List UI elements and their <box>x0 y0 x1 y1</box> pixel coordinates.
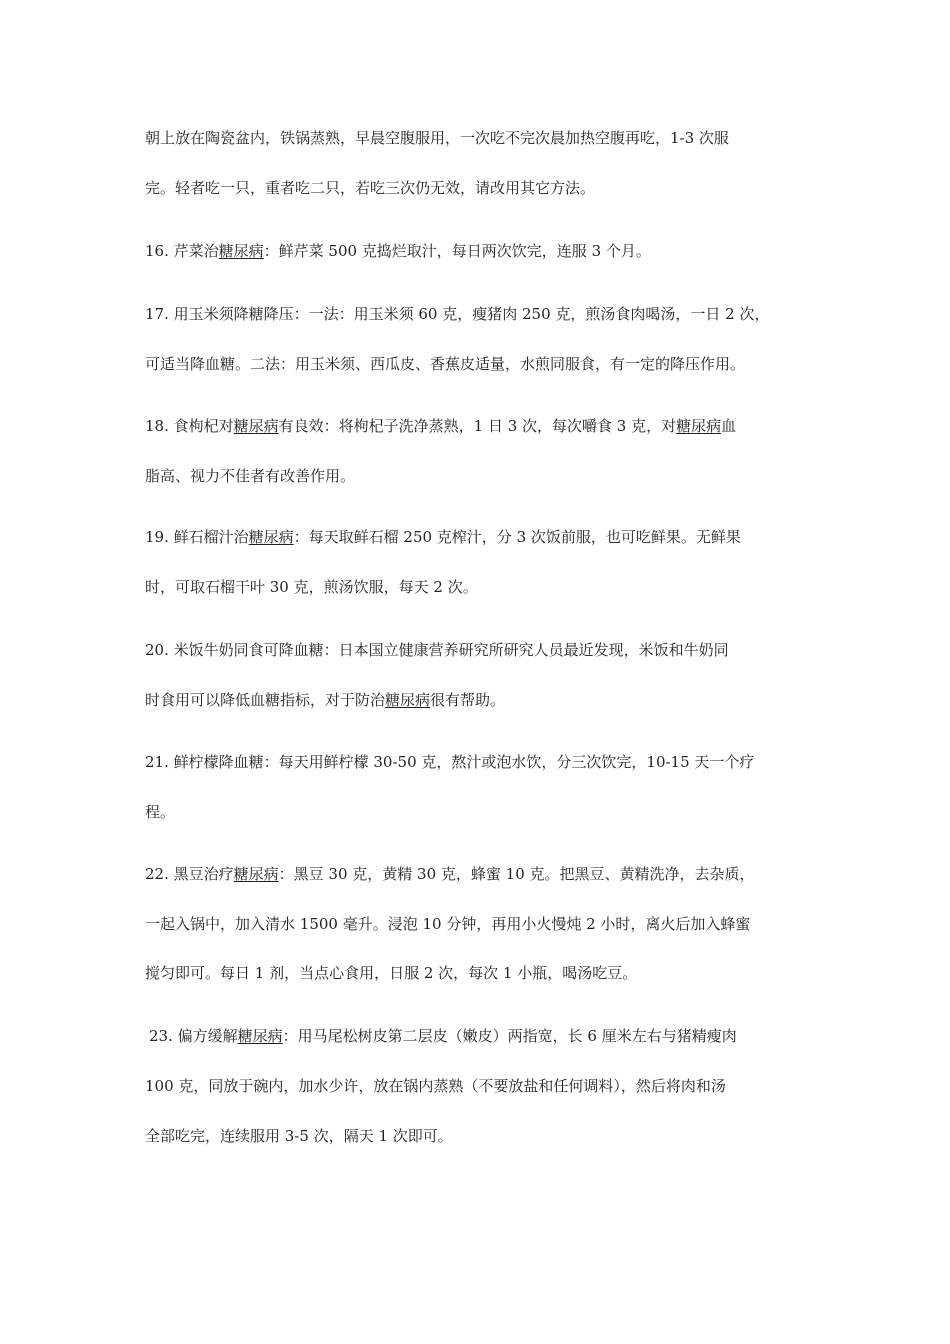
remedy-19-prefix: 19. 鲜石榴汁治 <box>145 528 249 546</box>
diabetes-link[interactable]: 糖尿病 <box>218 242 264 260</box>
remedy-20-body: 很有帮助。 <box>430 691 506 709</box>
text-line: 时，可取石榴干叶 30 克，煎汤饮服，每天 2 次。 <box>145 578 478 596</box>
diabetes-link[interactable]: 糖尿病 <box>233 865 279 883</box>
remedy-19-body: ：每天取鲜石榴 250 克榨汁，分 3 次饭前服，也可吃鲜果。无鲜果 <box>293 528 741 546</box>
text-line: 21. 鲜柠檬降血糖：每天用鲜柠檬 30-50 克，熬汁或泡水饮，分三次饮完，10-15 天一个疗 <box>145 753 755 771</box>
text-line: 全部吃完，连续服用 3-5 次，隔天 1 次即可。 <box>145 1127 453 1145</box>
remedy-22 <box>145 864 815 884</box>
remedy-23-body: ：用马尾松树皮第二层皮（嫩皮）两指宽，长 6 厘米左右与猪精瘦肉 <box>282 1027 737 1045</box>
diabetes-link[interactable]: 糖尿病 <box>676 417 722 435</box>
text-line: 17. 用玉米须降糖降压：一法：用玉米须 60 克，瘦猪肉 250 克，煎汤食肉喝汤，一日 2 次， <box>145 305 770 323</box>
diabetes-link[interactable]: 糖尿病 <box>248 528 294 546</box>
remedy-16-body: ：鲜芹菜 500 克捣烂取汁，每日两次饮完，连服 3 个月。 <box>263 242 651 260</box>
remedy-16 <box>145 241 815 261</box>
remedy-19 <box>145 527 815 547</box>
text-line: 脂高、视力不佳者有改善作用。 <box>145 467 356 485</box>
text-line: 一起入锅中，加入清水 1500 毫升。浸泡 10 分钟，再用小火慢炖 2 小时，离火后加入蜂蜜 <box>145 915 751 933</box>
remedy-20-cont <box>145 690 815 710</box>
diabetes-link[interactable]: 糖尿病 <box>237 1027 283 1045</box>
diabetes-link[interactable]: 糖尿病 <box>385 691 431 709</box>
text-line: 搅匀即可。每日 1 剂，当点心食用，日服 2 次，每次 1 小瓶，喝汤吃豆。 <box>145 964 638 982</box>
text-line: 可适当降血糖。二法：用玉米须、西瓜皮、香蕉皮适量，水煎同服食，有一定的降压作用。 <box>145 355 746 373</box>
diabetes-link[interactable]: 糖尿病 <box>233 417 279 435</box>
text-line: 朝上放在陶瓷盆内，铁锅蒸熟，早晨空腹服用，一次吃不完次晨加热空腹再吃，1-3 次服 <box>145 129 729 147</box>
text-line: 100 克，同放于碗内，加水少许，放在锅内蒸熟（不要放盐和任何调料），然后将肉和汤 <box>145 1077 726 1095</box>
remedy-22-prefix: 22. 黑豆治疗 <box>145 865 234 883</box>
remedy-23-prefix: 23. 偏方缓解 <box>149 1027 238 1045</box>
remedy-20-prefix: 时食用可以降低血糖指标，对于防治 <box>145 691 386 709</box>
text-line: 程。 <box>145 803 176 821</box>
remedy-18-body: 有良效：将枸杞子洗净蒸熟，1 日 3 次，每次嚼食 3 克，对 <box>278 417 677 435</box>
remedy-22-body: ：黑豆 30 克，黄精 30 克，蜂蜜 10 克。把黑豆、黄精洗净，去杂质， <box>278 865 755 883</box>
remedy-18-tail: 血 <box>721 417 737 435</box>
remedy-23 <box>149 1026 819 1046</box>
text-line: 完。轻者吃一只，重者吃二只，若吃三次仍无效，请改用其它方法。 <box>145 179 596 197</box>
remedy-16-prefix: 16. 芹菜治 <box>145 242 219 260</box>
remedy-18 <box>145 416 815 436</box>
text-line: 20. 米饭牛奶同食可降血糖：日本国立健康营养研究所研究人员最近发现，米饭和牛奶同 <box>145 641 729 659</box>
remedy-18-prefix: 18. 食枸杞对 <box>145 417 234 435</box>
